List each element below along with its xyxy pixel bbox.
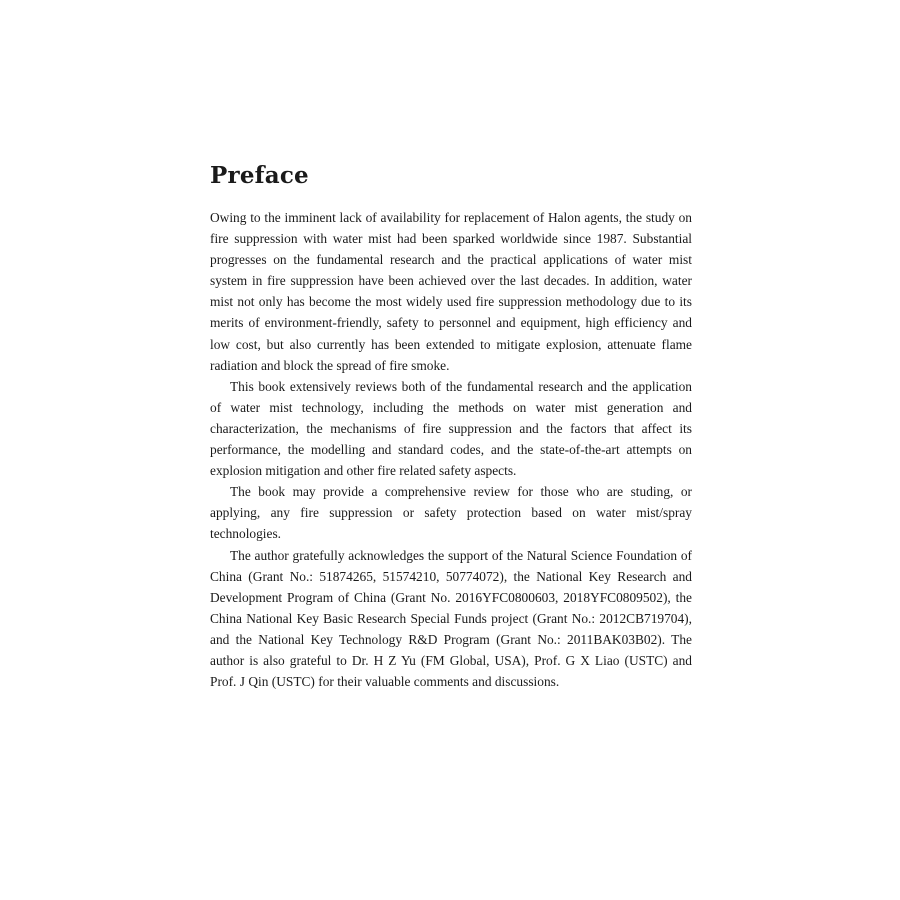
paragraph-2: This book extensively reviews both of the fundamental research and the application of water mist technology, including the methods on water mist generation and characterization, the mechanisms of fire suppression and the factors that affect its performance, the modelling and standard codes, and the state-of-the-art attempts on explosion mitigation and other fire related safety aspects. (210, 378, 692, 479)
paragraph-1: Owing to the imminent lack of availability for replacement of Halon agents, the study on fire suppression with water mist had been sparked worldwide since 1987. Substantial progresses on the fundamental research and the practical applications of water mist system in fire suppression have been achieved over the last decades. In addition, water mist not only has become the most widely used fire suppression methodology due to its merits of environment-friendly, safety to personnel and equipment, high efficiency and low cost, but also currently has been extended to mitigate explosion, attenuate flame radiation and block the spread of fire smoke. (210, 210, 692, 373)
preface-body (210, 207, 692, 692)
preface-page (210, 160, 692, 692)
page-title: Preface (210, 162, 309, 189)
paragraph-4: The author gratefully acknowledges the support of the Natural Science Foundation of China (Grant No.: 51874265, 51574210, 50774072), the National Key Research and Development Program of China (Grant No. 2016YFC0800603, 2018YFC0809502), the China National Key Basic Research Special Funds project (Grant No.: 2012CB719704), and the National Key Technology R&D Program (Grant No.: 2011BAK03B02). The author is also grateful to Dr. H Z Yu (FM Global, USA), Prof. G X Liao (USTC) and Prof. J Qin (USTC) for their valuable comments and discussions. (210, 547, 692, 690)
paragraph-3: The book may provide a comprehensive review for those who are studing, or applying, any fire suppression or safety protection based on water mist/spray technologies. (210, 484, 692, 542)
